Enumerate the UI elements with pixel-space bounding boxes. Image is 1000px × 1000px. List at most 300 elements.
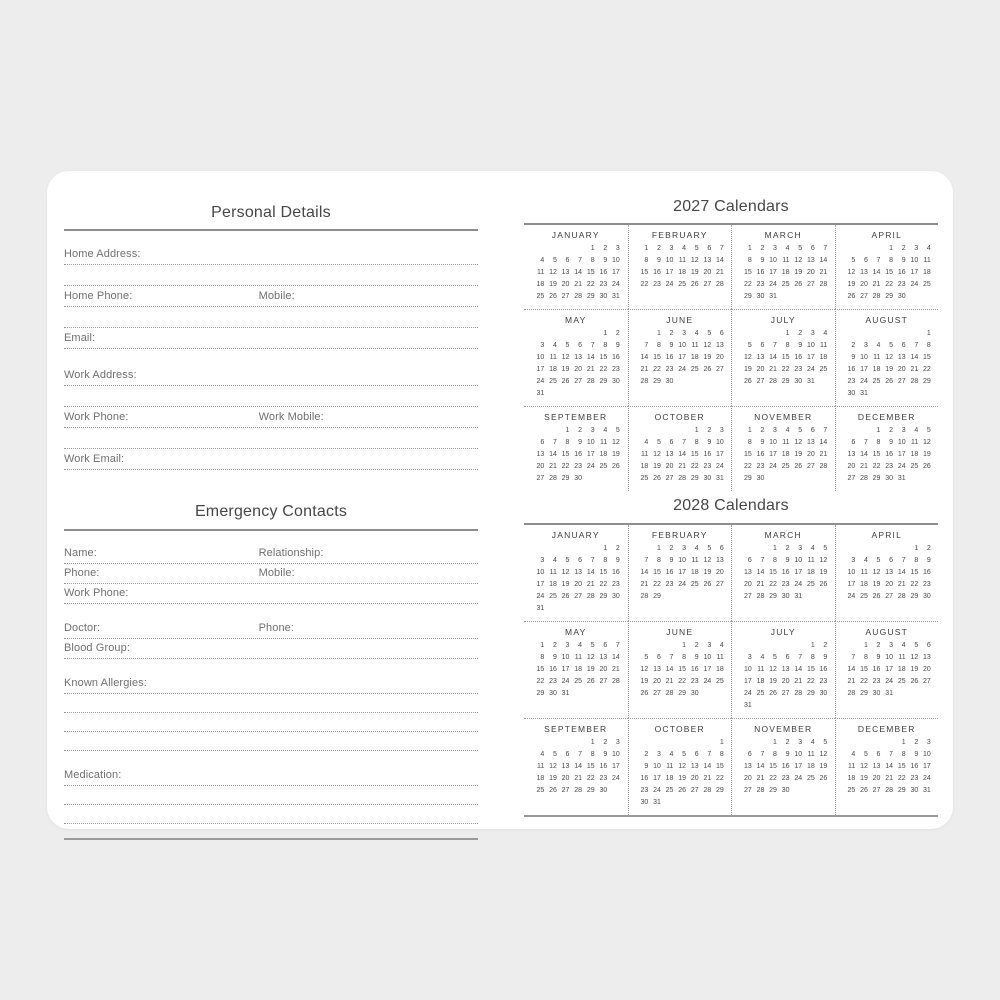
month-name: JUNE [666,626,694,637]
day: 29 [690,475,699,483]
day: 10 [703,653,712,661]
month-name: FEBRUARY [651,529,708,540]
day: 1 [773,738,777,746]
day: 29 [781,378,790,386]
day: 27 [561,786,570,794]
day: 28 [756,786,765,794]
day: 28 [769,378,777,386]
day: 23 [690,677,699,685]
day: 26 [885,378,894,386]
day: 30 [756,293,765,301]
day: 2 [603,245,608,253]
day [880,737,893,749]
year-calendar-2028 [524,497,938,816]
day [918,388,931,400]
day: 20 [806,451,815,459]
month-calendar-september-2027 [524,406,628,491]
day: 16 [910,762,919,770]
month-calendar-august-2027 [835,309,939,406]
day: 27 [885,592,894,600]
day-grid [839,425,936,485]
day [752,543,765,555]
month-calendar-june-2027 [628,309,732,406]
day: 9 [603,750,608,758]
day: 14 [872,269,881,277]
day [711,376,724,388]
day: 9 [644,762,649,770]
day: 15 [743,269,752,277]
day: 8 [694,439,699,447]
day: 21 [574,774,583,782]
day: 25 [872,378,881,386]
day: 20 [781,677,790,685]
day: 25 [599,463,608,471]
day: 27 [716,366,724,374]
day: 5 [694,245,699,253]
day [777,473,790,485]
day: 4 [669,750,674,758]
day: 8 [810,653,815,661]
day: 15 [716,762,724,770]
day: 25 [665,786,674,794]
day: 7 [615,641,620,649]
field-label: Home Address: [64,248,141,261]
day: 18 [806,568,815,576]
day: 30 [781,786,790,794]
day: 9 [694,653,699,661]
day: 23 [872,677,881,685]
day: 13 [781,665,790,673]
day-grid [632,328,729,388]
day: 21 [897,580,906,588]
month-name: JULY [770,315,796,326]
day: 13 [665,451,674,459]
day: 19 [703,354,712,362]
day: 8 [901,750,906,758]
day: 16 [599,269,608,277]
day [764,700,777,712]
day: 21 [860,463,868,471]
day: 17 [536,366,545,374]
day [648,425,661,437]
day: 11 [807,750,815,758]
day: 3 [889,641,894,649]
day: 24 [716,463,724,471]
day: 28 [860,475,868,483]
day: 8 [914,556,919,564]
day: 16 [872,665,881,673]
day: 23 [640,786,649,794]
day: 3 [863,342,868,350]
day: 12 [549,269,557,277]
day: 26 [743,378,752,386]
day: 30 [574,475,583,483]
day: 22 [586,281,595,289]
day: 15 [599,568,608,576]
day: 30 [599,293,608,301]
day [855,543,868,555]
field-cell [64,623,259,638]
day: 5 [851,257,856,265]
day: 19 [561,366,570,374]
day: 22 [743,281,752,289]
day: 20 [574,580,583,588]
day: 31 [536,390,545,398]
day: 6 [656,653,661,661]
day: 6 [603,641,608,649]
day [752,328,765,340]
day: 12 [678,762,687,770]
day: 1 [773,544,777,552]
day: 22 [910,580,919,588]
day: 8 [747,439,752,447]
month-name: JULY [770,626,796,637]
day: 5 [682,750,687,758]
day: 29 [716,786,724,794]
day: 24 [653,786,661,794]
field-cell [64,548,259,563]
day [906,388,919,400]
day: 20 [847,463,856,471]
day: 12 [794,257,803,265]
day: 7 [669,653,674,661]
day [595,473,608,485]
day: 18 [872,366,881,374]
day: 9 [707,439,712,447]
day: 5 [644,653,649,661]
day: 12 [794,439,803,447]
day: 29 [860,689,868,697]
day: 10 [794,556,803,564]
day: 9 [851,354,856,362]
day: 25 [819,366,828,374]
day: 23 [847,378,856,386]
day: 6 [810,245,815,253]
day [686,591,699,603]
day: 22 [897,774,906,782]
day: 25 [640,475,649,483]
day: 4 [719,641,724,649]
day [661,640,674,652]
day: 10 [743,665,752,673]
day [855,425,868,437]
day: 11 [757,665,765,673]
field-label: Mobile: [258,566,295,579]
day: 2 [785,544,790,552]
day [868,388,881,400]
day: 7 [707,750,712,758]
day: 6 [785,653,790,661]
day: 16 [897,269,906,277]
day: 26 [703,580,712,588]
day: 12 [690,257,699,265]
day: 13 [847,451,856,459]
day: 27 [743,786,752,794]
day: 23 [665,580,674,588]
day: 24 [612,774,620,782]
month-calendar-march-2028 [731,525,835,621]
blank-writing-line [64,428,478,449]
day [607,688,620,700]
day: 31 [769,293,777,301]
day: 7 [590,342,595,350]
day: 19 [885,366,894,374]
day: 25 [806,774,815,782]
day: 22 [678,677,687,685]
day: 22 [743,463,752,471]
field-cell [64,412,259,427]
day: 2 [603,738,608,746]
blank-writing-line [64,386,478,407]
day: 18 [860,580,868,588]
day [880,328,893,340]
day: 25 [756,689,765,697]
day: 7 [578,257,583,265]
month-calendar-april-2028 [835,525,939,621]
day: 11 [640,451,649,459]
day: 19 [549,774,557,782]
day: 2 [785,738,790,746]
field-label: Relationship: [258,546,324,559]
day: 20 [561,774,570,782]
day: 3 [747,653,752,661]
day: 4 [785,245,790,253]
day: 7 [644,556,649,564]
day: 23 [612,580,620,588]
day [661,425,674,437]
day: 28 [819,281,828,289]
day: 8 [682,653,687,661]
day [686,376,699,388]
page-bottom-rule [64,838,478,840]
day: 19 [703,568,712,576]
day: 28 [703,786,712,794]
day: 8 [876,439,881,447]
day [544,425,557,437]
fields-area [64,544,478,824]
day: 27 [536,475,545,483]
day: 3 [682,330,687,338]
day: 6 [719,330,724,338]
day: 6 [747,750,752,758]
day: 15 [690,451,699,459]
day [893,543,906,555]
day: 14 [612,653,620,661]
day: 19 [690,269,699,277]
day: 10 [847,568,856,576]
field-row [64,619,478,639]
day: 20 [574,366,583,374]
day [699,797,712,809]
day [557,243,570,255]
day: 2 [823,641,828,649]
day: 19 [910,665,919,673]
day: 17 [536,580,545,588]
day: 28 [640,378,649,386]
day: 10 [910,257,919,265]
day: 4 [863,556,868,564]
day: 3 [914,245,919,253]
day: 1 [747,245,752,253]
day: 18 [536,281,545,289]
day: 30 [910,786,919,794]
day: 11 [873,354,881,362]
day: 14 [794,665,803,673]
day: 4 [578,641,583,649]
day: 10 [653,762,661,770]
day: 20 [703,269,712,277]
day [648,737,661,749]
day: 1 [901,738,906,746]
day: 30 [756,475,765,483]
day [636,328,649,340]
month-name: SEPTEMBER [544,723,608,734]
day: 11 [666,762,674,770]
day: 16 [781,568,790,576]
day: 27 [781,689,790,697]
day: 5 [747,342,752,350]
day [532,243,545,255]
day: 4 [876,342,881,350]
day: 14 [860,451,868,459]
day-grid [527,543,625,615]
day: 23 [923,580,931,588]
blank-writing-line [64,713,478,732]
day: 26 [690,281,699,289]
day: 4 [552,556,557,564]
day: 19 [561,580,570,588]
day: 10 [665,257,674,265]
day: 24 [743,689,752,697]
day [906,473,919,485]
field-cell [259,623,478,638]
day: 4 [694,544,699,552]
day: 23 [781,774,790,782]
section-personal-details [64,204,478,470]
day: 17 [743,677,752,685]
day: 17 [586,451,595,459]
day-grid [527,328,625,400]
day: 13 [872,762,881,770]
day: 17 [678,354,687,362]
day: 15 [769,568,777,576]
day: 15 [781,354,790,362]
day [544,543,557,555]
day: 6 [540,439,545,447]
day: 25 [860,592,868,600]
day: 22 [586,774,595,782]
day: 20 [665,463,674,471]
day: 19 [872,580,881,588]
day: 3 [540,556,545,564]
day [595,688,608,700]
day: 1 [694,427,699,435]
day: 5 [565,556,570,564]
day: 1 [876,427,881,435]
day: 7 [863,439,868,447]
day: 20 [885,580,894,588]
day: 6 [694,750,699,758]
day: 25 [549,592,557,600]
day: 21 [586,580,595,588]
day: 16 [756,451,765,459]
day: 29 [743,475,752,483]
day: 18 [549,366,557,374]
day: 3 [656,750,661,758]
day: 12 [549,762,557,770]
field-label: Phone: [258,621,295,634]
day: 31 [806,378,815,386]
day: 5 [926,427,931,435]
day: 20 [599,665,608,673]
day: 11 [716,653,724,661]
day: 17 [653,774,661,782]
day: 6 [876,750,881,758]
field-cell [64,643,478,658]
day [673,376,686,388]
day [569,543,582,555]
day: 22 [599,366,608,374]
day: 5 [823,738,828,746]
day: 2 [656,245,661,253]
day [673,591,686,603]
day: 3 [540,342,545,350]
day: 2 [694,641,699,649]
day: 15 [678,665,687,673]
day: 25 [716,677,724,685]
day: 17 [665,269,674,277]
day: 12 [703,342,712,350]
day: 28 [612,677,620,685]
day: 29 [806,689,815,697]
day [918,688,931,700]
day: 21 [872,281,881,289]
day: 9 [785,556,790,564]
day: 8 [603,342,608,350]
day: 4 [644,439,649,447]
day: 5 [615,427,620,435]
month-name: JANUARY [551,230,600,241]
day: 9 [876,653,881,661]
day: 29 [910,592,919,600]
day: 6 [851,439,856,447]
day: 17 [923,762,931,770]
day: 11 [549,568,557,576]
day: 8 [719,750,724,758]
day [699,376,712,388]
day: 17 [885,665,894,673]
day: 30 [612,378,620,386]
day: 17 [612,762,620,770]
field-label: Blood Group: [64,641,131,654]
day: 8 [656,556,661,564]
day: 1 [644,245,649,253]
day: 26 [586,677,595,685]
day: 2 [707,427,712,435]
day: 10 [923,750,931,758]
field-cell [64,249,478,264]
day: 1 [719,738,724,746]
day: 17 [847,580,856,588]
day: 29 [769,786,777,794]
day: 22 [885,281,894,289]
field-row [64,564,478,584]
fields-area [64,244,478,470]
day: 5 [590,641,595,649]
day [918,473,931,485]
day: 18 [819,354,828,362]
day: 22 [561,463,570,471]
